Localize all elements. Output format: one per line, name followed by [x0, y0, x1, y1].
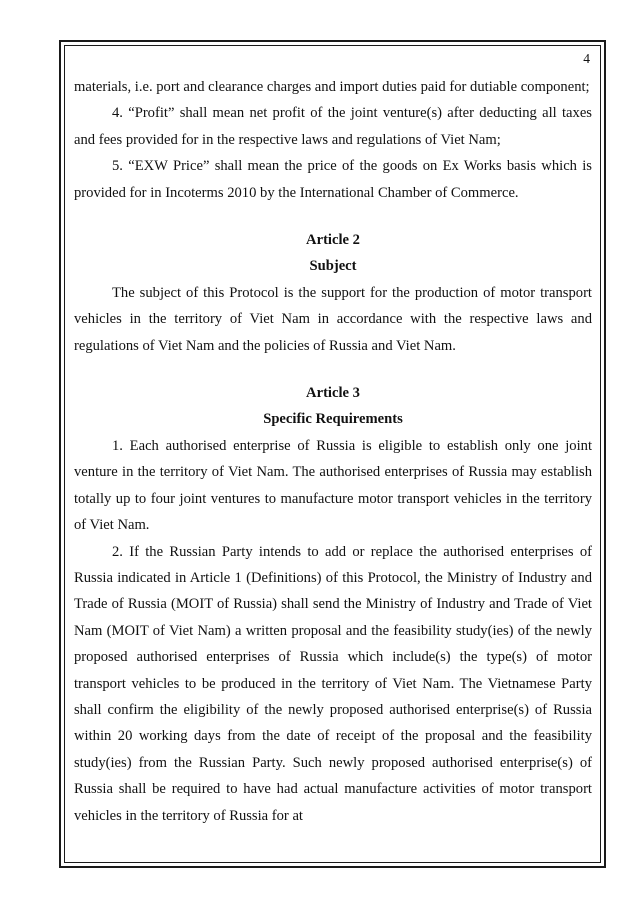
article-3-number: Article 3	[306, 385, 360, 402]
article-3-paragraph-1: 1. Each authorised enterprise of Russia is eligible to establish only one joint venture in the territory of Viet Nam. The authorised enterprises of Russia may establish totally up to four joint ventures to manufacture motor transport vehicles in the territory of Viet Nam.	[74, 437, 592, 534]
article-3-title: Specific Requirements	[263, 411, 403, 428]
article-3-paragraph-2: 2. If the Russian Party intends to add or replace the authorised enterprises of Russia indicated in Article 1 (Definitions) of this Protocol, the Ministry of Industry and Trade of Russia (MOIT of Russia) shall send the Ministry of Industry and Trade of Viet Nam (MOIT of Viet Nam) a written proposal and the feasibility study(ies) of the newly proposed authorised enterprises of Russia which include(s) the type(s) of motor transport vehicles to be produced in the territory of Viet Nam. The Vietnamese Party shall confirm the eligibility of the newly proposed authorised enterprise(s) of Russia within 20 working days from the date of receipt of the proposal and the feasibility study(ies) from the Russian Party. Such newly proposed authorised enterprise(s) of Russia shall be required to have had actual manufacture activities of motor transport vehicles in the territory of Russia for at	[74, 543, 592, 824]
paragraph-exw-price-definition: 5. “EXW Price” shall mean the price of the goods on Ex Works basis which is provided for in Incoterms 2010 by the International Chamber of Commerce.	[74, 158, 592, 201]
page-number: 4	[583, 51, 590, 66]
paragraph-materials: materials, i.e. port and clearance charges and import duties paid for dutiable component;	[74, 79, 590, 95]
article-2-text: The subject of this Protocol is the support for the production of motor transport vehicles in the territory of Viet Nam in accordance with the respective laws and regulations of Viet Nam and the policies of Russia and Viet Nam.	[74, 284, 592, 354]
paragraph-profit-definition: 4. “Profit” shall mean net profit of the joint venture(s) after deducting all taxes and fees provided for in the respective laws and regulations of Viet Nam;	[74, 105, 592, 148]
article-2-number: Article 2	[306, 232, 360, 249]
article-2-title: Subject	[309, 258, 357, 275]
document-body	[74, 48, 592, 829]
